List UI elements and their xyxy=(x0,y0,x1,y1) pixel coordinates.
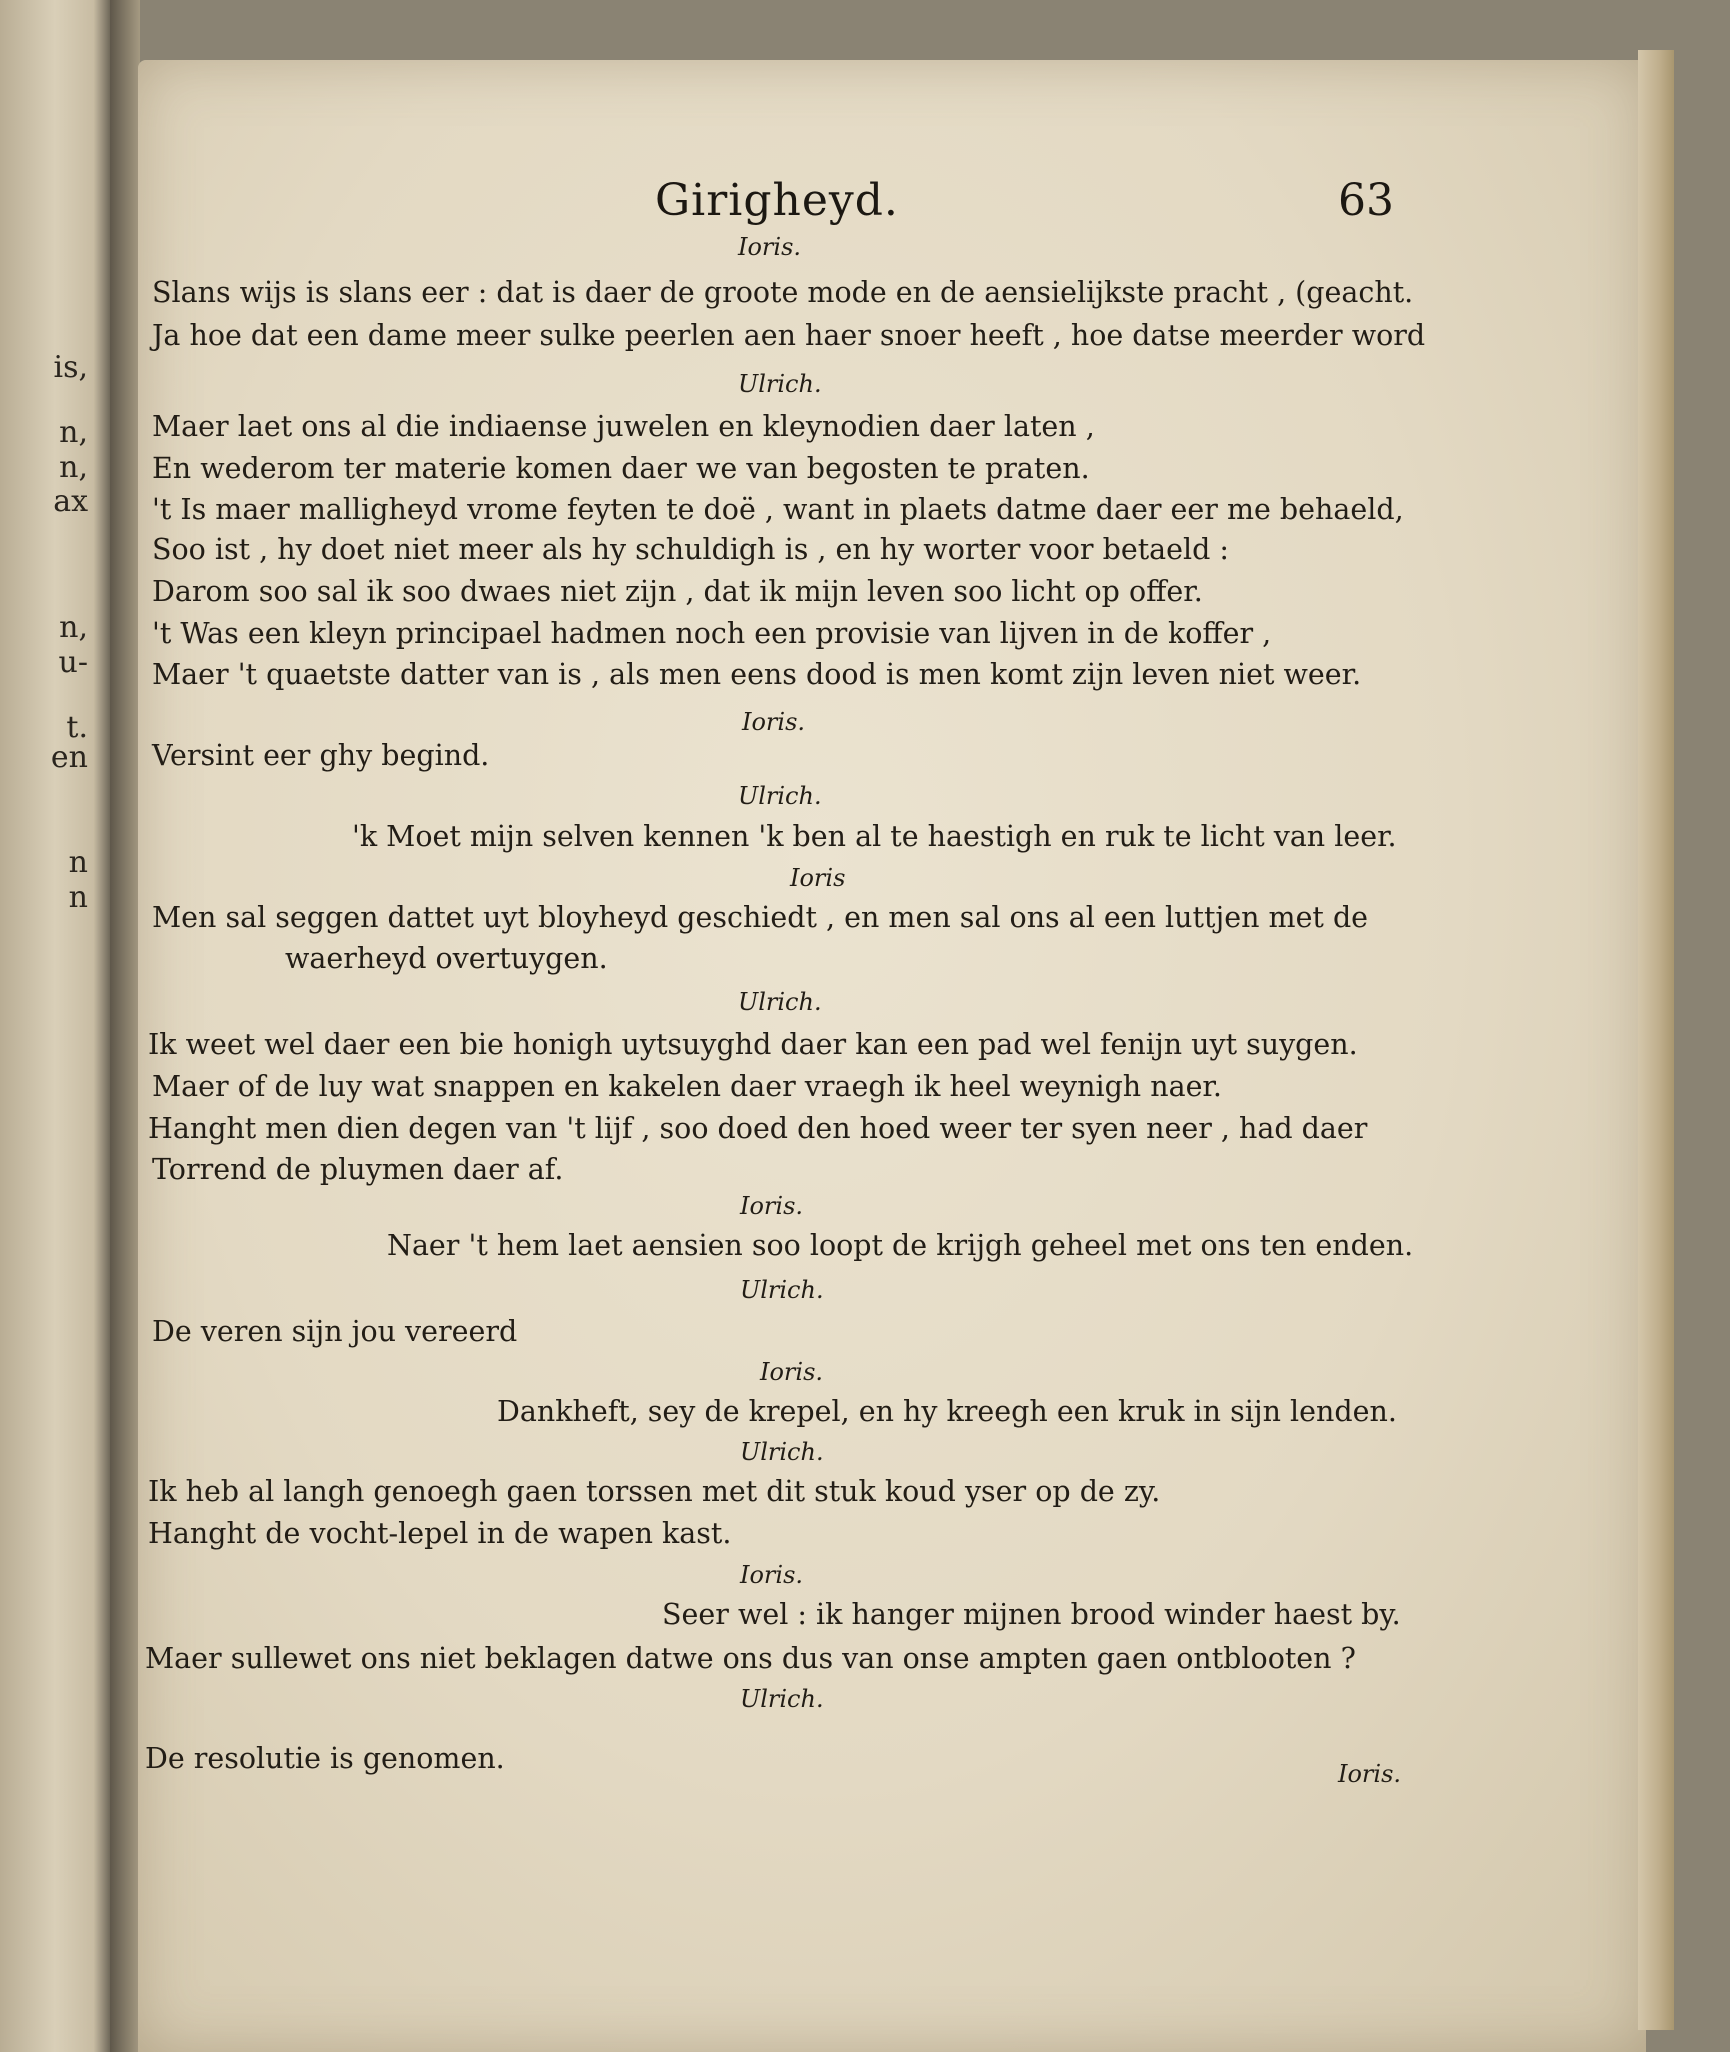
prev-page-fragment: u- xyxy=(58,645,88,680)
prev-page-fragment: n xyxy=(68,880,88,915)
speaker-name: Ioris. xyxy=(742,708,806,736)
speaker-name: Ioris. xyxy=(760,1358,824,1386)
verse-line: 't Was een kleyn principael hadmen noch een provisie van lijven in de koffer , xyxy=(152,617,1272,650)
verse-line: Soo ist , hy doet niet meer als hy schuldigh is , en hy worter voor betaeld : xyxy=(152,533,1230,566)
verse-line: Versint eer ghy begind. xyxy=(152,739,490,772)
speaker-name: Ioris. xyxy=(740,1192,804,1220)
prev-page-fragment: ax xyxy=(53,484,88,519)
verse-line: Darom soo sal ik soo dwaes niet zijn , dat ik mijn leven soo licht op offer. xyxy=(152,575,1203,608)
verse-line: Hanght men dien degen van 't lijf , soo doed den hoed weer ter syen neer , had daer xyxy=(148,1112,1368,1145)
prev-page-fragment: n xyxy=(68,845,88,880)
verse-line: Slans wijs is slans eer : dat is daer de groote mode en de aensielijkste pracht , (geacht. xyxy=(152,276,1414,309)
book-gutter xyxy=(110,0,140,2052)
verse-line: Maer sullewet ons niet beklagen datwe ons dus van onse ampten gaen ontblooten ? xyxy=(145,1642,1356,1675)
speaker-name: Ulrich. xyxy=(740,1685,824,1713)
speaker-name: Ulrich. xyxy=(738,782,822,810)
speaker-name: Ulrich. xyxy=(738,370,822,398)
speaker-name: Ulrich. xyxy=(740,1438,824,1466)
verse-line: Maer 't quaetste datter van is , als men eens dood is men komt zijn leven niet weer. xyxy=(152,658,1362,691)
verse-line: Ja hoe dat een dame meer sulke peerlen aen haer snoer heeft , hoe datse meerder word xyxy=(152,319,1426,352)
speaker-name: Ulrich. xyxy=(740,1276,824,1304)
verse-line: De resolutie is genomen. xyxy=(145,1742,505,1775)
prev-page-fragment: is, xyxy=(53,350,88,385)
verse-line: Dankheft, sey de krepel, en hy kreegh een kruk in sijn lenden. xyxy=(497,1395,1397,1428)
verse-line: waerheyd overtuygen. xyxy=(285,942,608,975)
verse-line: De veren sijn jou vereerd xyxy=(152,1315,518,1348)
page-number: 63 xyxy=(1338,175,1394,226)
catchword: Ioris. xyxy=(1338,1760,1402,1788)
speaker-name: Ioris xyxy=(790,864,846,892)
verse-line: Men sal seggen dattet uyt bloyheyd geschiedt , en men sal ons al een luttjen met de xyxy=(152,901,1369,934)
page-edge xyxy=(1638,50,1674,2030)
verse-line: 't Is maer malligheyd vrome feyten te doë , want in plaets datme daer eer me behaeld, xyxy=(152,493,1404,526)
verse-line: Maer of de luy wat snappen en kakelen daer vraegh ik heel weynigh naer. xyxy=(152,1070,1222,1103)
previous-page-edge xyxy=(0,0,110,2052)
verse-line: En wederom ter materie komen daer we van begosten te praten. xyxy=(152,452,1090,485)
speaker-name: Ioris. xyxy=(738,233,802,261)
speaker-name: Ioris. xyxy=(740,1561,804,1589)
verse-line: Maer laet ons al die indiaense juwelen en kleynodien daer laten , xyxy=(152,410,1095,443)
verse-line: Ik weet wel daer een bie honigh uytsuyghd daer kan een pad wel fenijn uyt suygen. xyxy=(148,1028,1358,1061)
prev-page-fragment: n, xyxy=(59,450,88,485)
prev-page-fragment: n, xyxy=(59,415,88,450)
prev-page-fragment: en xyxy=(50,740,88,775)
page-title: Girigheyd. xyxy=(655,175,899,226)
prev-page-fragment: n, xyxy=(59,610,88,645)
verse-line: Naer 't hem laet aensien soo loopt de krijgh geheel met ons ten enden. xyxy=(387,1229,1414,1262)
verse-line: Ik heb al langh genoegh gaen torssen met dit stuk koud yser op de zy. xyxy=(148,1475,1161,1508)
verse-line: Hanght de vocht-lepel in de wapen kast. xyxy=(148,1517,732,1550)
verse-line: Torrend de pluymen daer af. xyxy=(152,1153,564,1186)
verse-line: 'k Moet mijn selven kennen 'k ben al te haestigh en ruk te licht van leer. xyxy=(352,820,1397,853)
prev-page-fragment: t. xyxy=(66,710,88,745)
verse-line: Seer wel : ik hanger mijnen brood winder haest by. xyxy=(662,1598,1401,1631)
speaker-name: Ulrich. xyxy=(738,988,822,1016)
